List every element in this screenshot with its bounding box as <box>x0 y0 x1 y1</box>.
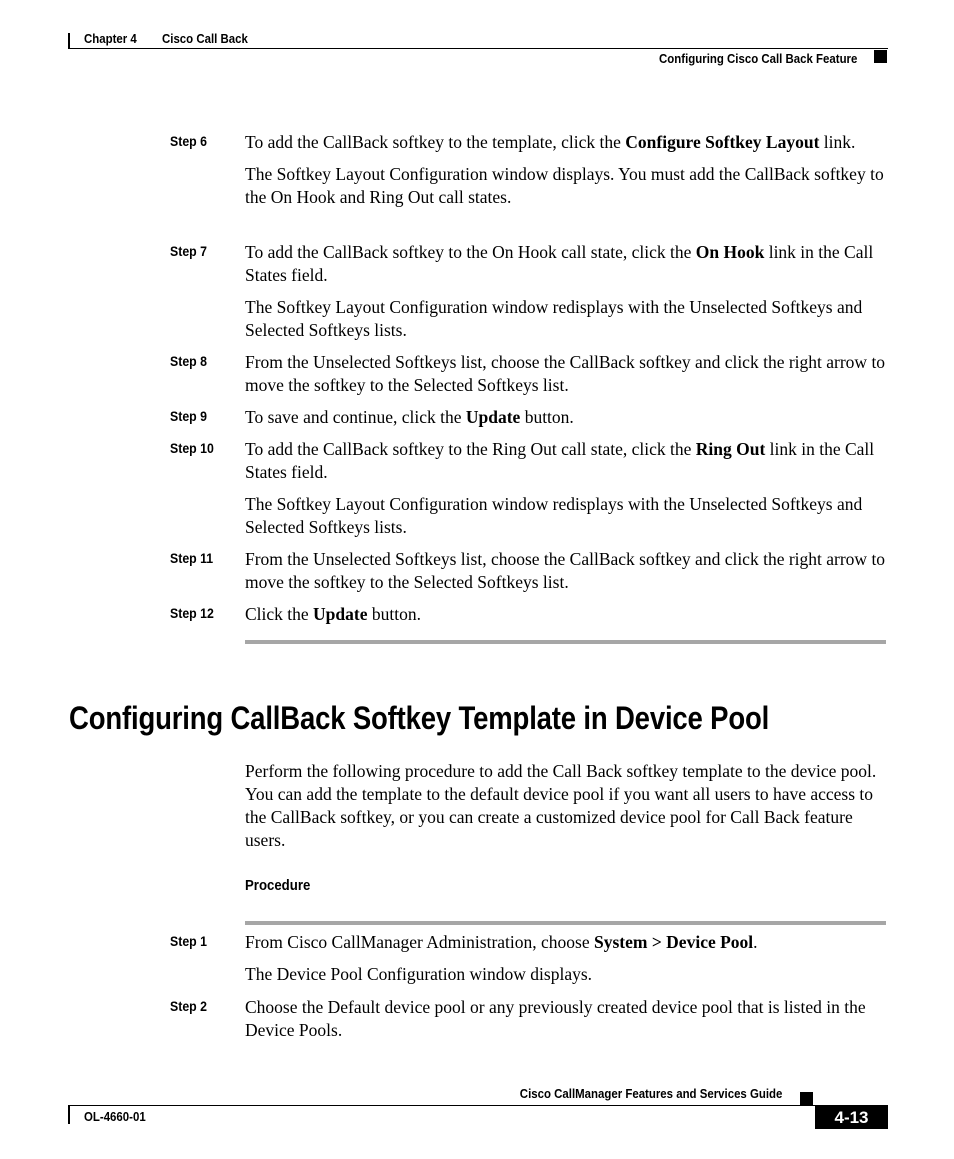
step-body <box>245 931 886 986</box>
step-text <box>245 241 886 287</box>
step-label: Step 12 <box>170 605 214 621</box>
footer-rule <box>68 1105 888 1106</box>
step-text-bold: Update <box>465 407 521 427</box>
step-text-bold: On Hook <box>695 242 765 262</box>
step-6 <box>170 131 886 209</box>
step-label: Step 7 <box>170 243 207 259</box>
step-text: From the Unselected Softkeys list, choose the CallBack softkey and click the right arrow to move the softkey to the Selected Softkeys list. <box>245 549 886 592</box>
step-text: From the Unselected Softkeys list, choose the CallBack softkey and click the right arrow to move the softkey to the Selected Softkeys list. <box>245 352 886 395</box>
step-body <box>245 241 886 342</box>
step-text-post: button. <box>520 407 574 427</box>
step-label: Step 2 <box>170 998 207 1014</box>
step-text <box>245 931 886 954</box>
step-text-pre: To add the CallBack softkey to the Ring Out call state, click the <box>245 439 696 459</box>
step-text <box>245 603 886 626</box>
procedure-start-rule <box>245 921 886 925</box>
step-text-post: link in the Call States field. <box>245 439 875 482</box>
step-label: Step 8 <box>170 353 207 369</box>
procedure-heading: Procedure <box>245 877 311 894</box>
step-body <box>245 996 886 1042</box>
header-chapter: Chapter 4 <box>84 31 137 46</box>
header-margin-bar <box>68 33 70 49</box>
step-text-post: link. <box>819 132 856 152</box>
step-note: The Softkey Layout Configuration window redisplays with the Unselected Softkeys and Selected Softkeys lists. <box>245 297 863 340</box>
step-text <box>245 131 886 154</box>
step-text-bold: Configure Softkey Layout <box>625 132 820 152</box>
step-text-pre: To add the CallBack softkey to the template, click the <box>245 132 626 152</box>
step-text-post: link in the Call States field. <box>245 242 874 285</box>
step-text-pre: To add the CallBack softkey to the On Hook call state, click the <box>245 242 696 262</box>
step-body <box>245 603 886 626</box>
header-section-title: Configuring Cisco Call Back Feature <box>658 51 857 66</box>
step-text-bold: System > Device Pool <box>593 932 754 952</box>
step-text-pre: To save and continue, click the <box>245 407 466 427</box>
step-7 <box>170 241 886 342</box>
step-text-pre: From Cisco CallManager Administration, choose <box>245 932 594 952</box>
step-8 <box>170 351 886 397</box>
procedure-end-rule <box>245 640 886 644</box>
step-label: Step 6 <box>170 133 207 149</box>
step-body <box>245 548 886 594</box>
section-heading: Configuring CallBack Softkey Template in Device Pool <box>69 700 770 736</box>
footer-margin-bar <box>68 1106 70 1124</box>
step-1 <box>170 931 886 986</box>
footer-guide-title: Cisco CallManager Features and Services Guide <box>519 1086 782 1101</box>
step-text-bold: Update <box>313 604 368 624</box>
step-note: The Softkey Layout Configuration window redisplays with the Unselected Softkeys and Selected Softkeys lists. <box>245 494 863 537</box>
step-body <box>245 406 886 429</box>
footer-square-marker <box>800 1092 813 1105</box>
step-11 <box>170 548 886 594</box>
step-text <box>245 438 886 484</box>
step-text-pre: Click the <box>245 604 314 624</box>
step-body <box>245 351 886 397</box>
step-12 <box>170 603 886 626</box>
header-square-marker <box>874 50 887 63</box>
step-label: Step 11 <box>170 550 214 566</box>
step-9 <box>170 406 886 429</box>
footer-doc-number: OL-4660-01 <box>84 1109 146 1124</box>
step-label: Step 10 <box>170 440 214 456</box>
step-text-post: button. <box>367 604 421 624</box>
header-chapter-title: Cisco Call Back <box>162 31 248 46</box>
step-2 <box>170 996 886 1042</box>
step-text-bold: Ring Out <box>695 439 766 459</box>
step-note: The Softkey Layout Configuration window displays. You must add the CallBack softkey to the On Hook and Ring Out call states. <box>245 164 884 207</box>
step-label: Step 9 <box>170 408 207 424</box>
step-text: Choose the Default device pool or any previously created device pool that is listed in the Device Pools. <box>245 997 866 1040</box>
step-note: The Device Pool Configuration window displays. <box>245 964 593 984</box>
step-text <box>245 406 886 429</box>
section-intro: Perform the following procedure to add the Call Back softkey template to the device pool. You can add the template to the default device pool if you want all users to have access to the CallBack softkey, or you can create a customized device pool for Call Back feature users. <box>245 761 877 850</box>
step-label: Step 1 <box>170 933 207 949</box>
step-body <box>245 131 886 209</box>
step-body <box>245 438 886 539</box>
step-10 <box>170 438 886 539</box>
header-rule <box>68 48 888 49</box>
page-number: 4-13 <box>815 1106 888 1129</box>
step-text-post: . <box>753 932 758 952</box>
